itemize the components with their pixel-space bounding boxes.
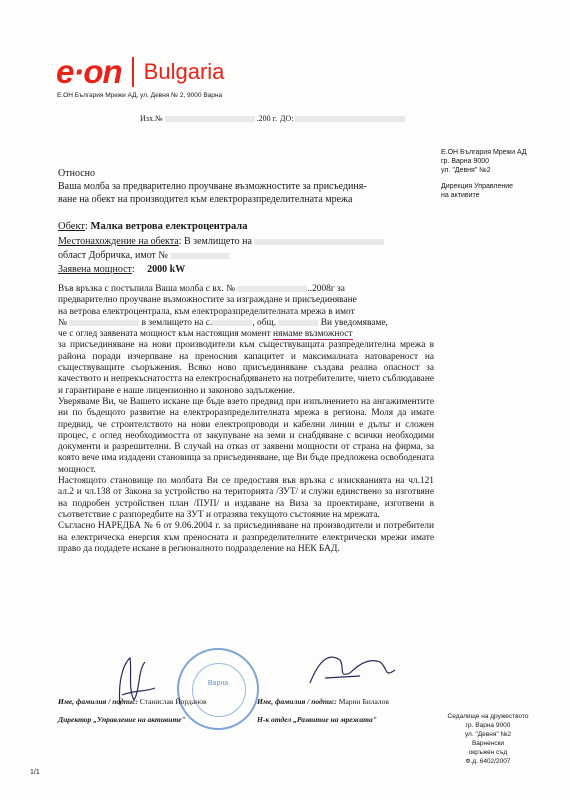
redacted-number — [165, 116, 255, 122]
body-line-1: Във връзка с постъпила Ваша молба с вх. № ..2008г за — [58, 284, 345, 294]
page-number: 1/1 — [30, 769, 40, 776]
company-stamp: Варна — [177, 648, 259, 730]
subject-label: Относно — [58, 168, 95, 179]
left-signatory: Име, фамилия / подпис: Станислав Йорданов — [58, 697, 207, 706]
right-signatory: Име, фамилия / подпис: Марин Билалов — [257, 697, 389, 706]
object-location-2: област Добричка, имот № — [58, 250, 230, 262]
redacted-addressee — [295, 116, 405, 122]
registered-office: Седалище на дружеството гр. Варна 9000 ул. "Девня" №2 Варненски окръжен съд Ф.д. 6402/2007 — [447, 713, 529, 765]
eon-logo-text: e·on — [56, 53, 122, 90]
body-paragraph-4: Съгласно НАРЕДБА № 6 от 9.06.2004 г. за присъединяване на производители и потребители на електрическа енергия към преносната и разпределителните електрически мрежи имате право да подадете искане в регионалното подразделение на НЕК БАД. — [58, 521, 434, 554]
subject-text-1: Ваша молба за предварително проучване възможностите за присъединя- — [58, 181, 367, 192]
body-paragraph-1: за присъединяване на нови производители към съществуващата разпределителна мрежа в района поради изчерпване на преносния капацитет и максималната натовареност на съществуващите съоръжения. Всяко ново присъединяване създава реална опасност за качеството и непрекъснатостта на електроснабдяването на потребителите, чието съблюдаване и гарантиране е наше лицензионно и законово задължение. — [58, 340, 434, 396]
company-address-line: Е.ОН България Мрежи АД, ул. Девня № 2, 9000 Варна — [57, 92, 223, 99]
highlighted-no-capacity: нямаме възможност — [273, 329, 353, 340]
object-location: Местонахождение на обекта: В землището на — [58, 236, 384, 248]
body-paragraph-3: Настоящото становище по молбата Ви се предоставя във връзка с изискванията на чл.121 ал.2 и чл.138 от Закона за устройство на територията /ЗУТ/ и служи единствено за изготвяне на подробен устройствен план /ПУП/ и издаване на Виза за проектиране, изготвени в съответствие с разпоредбите на ЗУТ и отразява текущото състояние на мрежата. — [58, 476, 434, 520]
right-signatory-role: Н-к отдел „Развитие на мрежата" — [257, 715, 377, 724]
addressee: ДО: — [280, 114, 405, 123]
body-line-4: № в землището на с. , общ. Ви уведомяваме, — [58, 317, 388, 328]
object-title: Обект: Малка ветрова електроцентрала — [58, 221, 248, 232]
logo-divider — [132, 57, 134, 87]
side-department: Дирекция Управление на активите — [441, 183, 514, 199]
side-address: Е.ОН България Мрежи АД гр. Варна 9000 ул. "Девня" №2 — [441, 149, 527, 174]
letter-body — [58, 284, 434, 555]
body-line-3: на ветрова електроцентрала, към електроразпределителната мрежа в имот — [58, 306, 355, 317]
eon-bulgaria-logo — [56, 55, 224, 89]
signature-right — [300, 648, 410, 693]
body-paragraph-2: Уверяваме Ви, че Вашето искане ще бъде взето предвид при изпълнението на ангажиментите ни по бъдещото развитие на електроразпределителната мрежа в региона. Моля да имате предвид, че строителството на нови електропроводи и кабелни линии е дълъг и сложен процес, с оглед необходимостта от закупуване на земи и снабдяване с всички необходими документи и разрешителни. В случай на отказ от заявени мощности от страна на фирма, за която вече има издадени становища за присъединяване, ще Ви бъде предложена освободената мощност. — [58, 396, 434, 475]
left-signatory-role: Директор „Управление на активите" — [58, 715, 186, 724]
body-line-5: че с оглед заявената мощност към настоящия момент нямаме възможност — [58, 329, 353, 340]
outgoing-number: Изх.№ .200 г. — [140, 114, 277, 123]
subject-text-2: ване на обект на производител към електроразпределителната мрежа — [58, 194, 353, 205]
object-power: Заявена мощност: 2000 kW — [58, 264, 186, 275]
logo-region: Bulgaria — [143, 59, 225, 84]
body-line-2: предварително проучване възможностите за изграждане и присъединяване — [58, 295, 357, 306]
